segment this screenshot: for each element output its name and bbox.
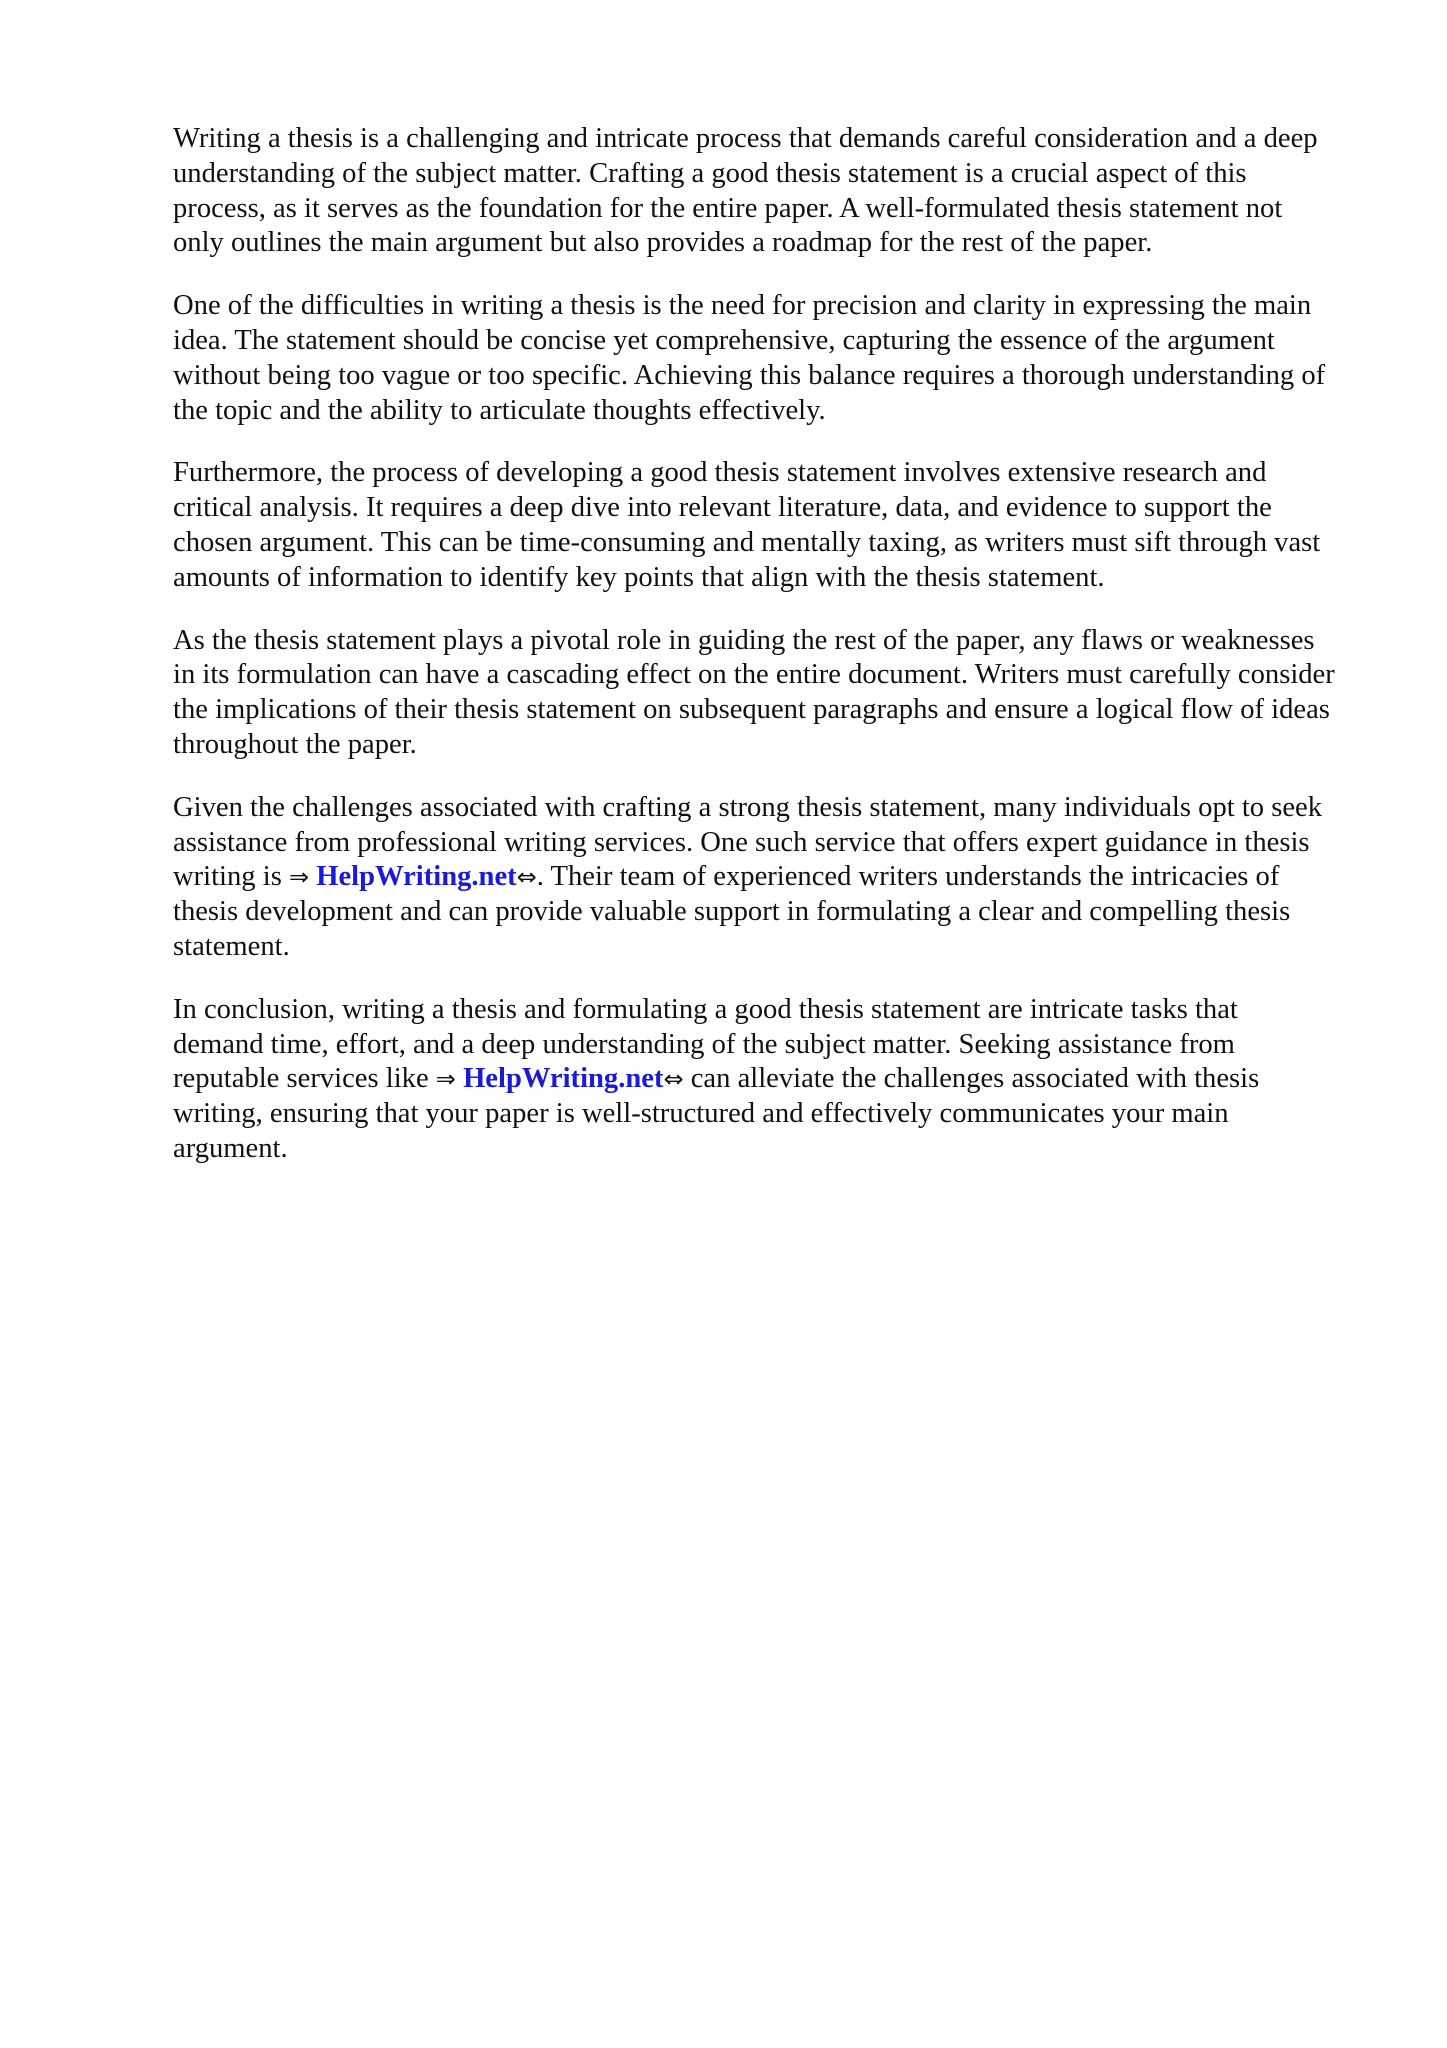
helpwriting-link[interactable]: HelpWriting.net bbox=[463, 1063, 664, 1095]
text-line-with-link bbox=[173, 860, 1373, 895]
text-line: critical analysis. It requires a deep dive into relevant literature, data, and evidence to support the bbox=[173, 492, 1272, 524]
text-line: As the thesis statement plays a pivotal role in guiding the rest of the paper, any flaws or weaknesses bbox=[173, 624, 1315, 656]
text-line: thesis development and can provide valuable support in formulating a clear and compelling thesis bbox=[173, 896, 1291, 928]
text-line: argument. bbox=[173, 1132, 288, 1164]
text-line: amounts of information to identify key points that align with the thesis statement. bbox=[173, 561, 1105, 593]
text-line: understanding of the subject matter. Crafting a good thesis statement is a crucial aspect of this bbox=[173, 157, 1247, 189]
paragraph-2 bbox=[173, 289, 1373, 428]
text-line: process, as it serves as the foundation for the entire paper. A well-formulated thesis statement not bbox=[173, 192, 1283, 224]
text-line: idea. The statement should be concise yet comprehensive, capturing the essence of the argument bbox=[173, 324, 1275, 356]
text-fragment: reputable services like bbox=[173, 1063, 436, 1095]
text-fragment: can alleviate the challenges associated with thesis bbox=[683, 1063, 1260, 1095]
text-line: the topic and the ability to articulate thoughts effectively. bbox=[173, 394, 826, 426]
text-line: without being too vague or too specific. Achieving this balance requires a thorough understanding of bbox=[173, 359, 1326, 391]
text-line-with-link bbox=[173, 1062, 1373, 1097]
helpwriting-link[interactable]: HelpWriting.net bbox=[316, 861, 517, 893]
text-line: only outlines the main argument but also provides a roadmap for the rest of the paper. bbox=[173, 227, 1153, 259]
paragraph-5 bbox=[173, 791, 1373, 965]
text-line: Given the challenges associated with crafting a strong thesis statement, many individuals opt to seek bbox=[173, 791, 1323, 823]
text-line: Writing a thesis is a challenging and intricate process that demands careful consideration and a deep bbox=[173, 123, 1318, 154]
left-right-arrow-icon: ⇔ bbox=[663, 1065, 684, 1094]
text-fragment: writing is bbox=[173, 861, 289, 893]
text-line: throughout the paper. bbox=[173, 728, 417, 760]
text-line: writing, ensuring that your paper is well-structured and effectively communicates your main bbox=[173, 1098, 1229, 1130]
text-line: demand time, effort, and a deep understanding of the subject matter. Seeking assistance from bbox=[173, 1028, 1235, 1060]
text-line: One of the difficulties in writing a thesis is the need for precision and clarity in expressing the main bbox=[173, 290, 1312, 322]
text-line: chosen argument. This can be time-consuming and mentally taxing, as writers must sift through vast bbox=[173, 526, 1321, 558]
paragraph-3 bbox=[173, 456, 1373, 595]
text-fragment: . Their team of experienced writers understands the intricacies of bbox=[536, 861, 1280, 893]
paragraph-6 bbox=[173, 993, 1373, 1167]
document-body bbox=[173, 122, 1373, 1195]
text-line: Furthermore, the process of developing a good thesis statement involves extensive research and bbox=[173, 457, 1267, 489]
left-right-arrow-icon: ⇔ bbox=[516, 863, 537, 892]
paragraph-4 bbox=[173, 624, 1373, 763]
text-line: statement. bbox=[173, 930, 290, 962]
text-line: the implications of their thesis statement on subsequent paragraphs and ensure a logical flow of ideas bbox=[173, 694, 1330, 726]
paragraph-1 bbox=[173, 122, 1373, 261]
right-arrow-icon: ⇒ bbox=[435, 1065, 456, 1094]
right-arrow-icon: ⇒ bbox=[288, 863, 310, 892]
text-line: assistance from professional writing services. One such service that offers expert guidance in thesis bbox=[173, 826, 1310, 858]
text-line: In conclusion, writing a thesis and formulating a good thesis statement are intricate tasks that bbox=[173, 993, 1238, 1025]
text-line: in its formulation can have a cascading effect on the entire document. Writers must carefully consider bbox=[173, 659, 1335, 691]
